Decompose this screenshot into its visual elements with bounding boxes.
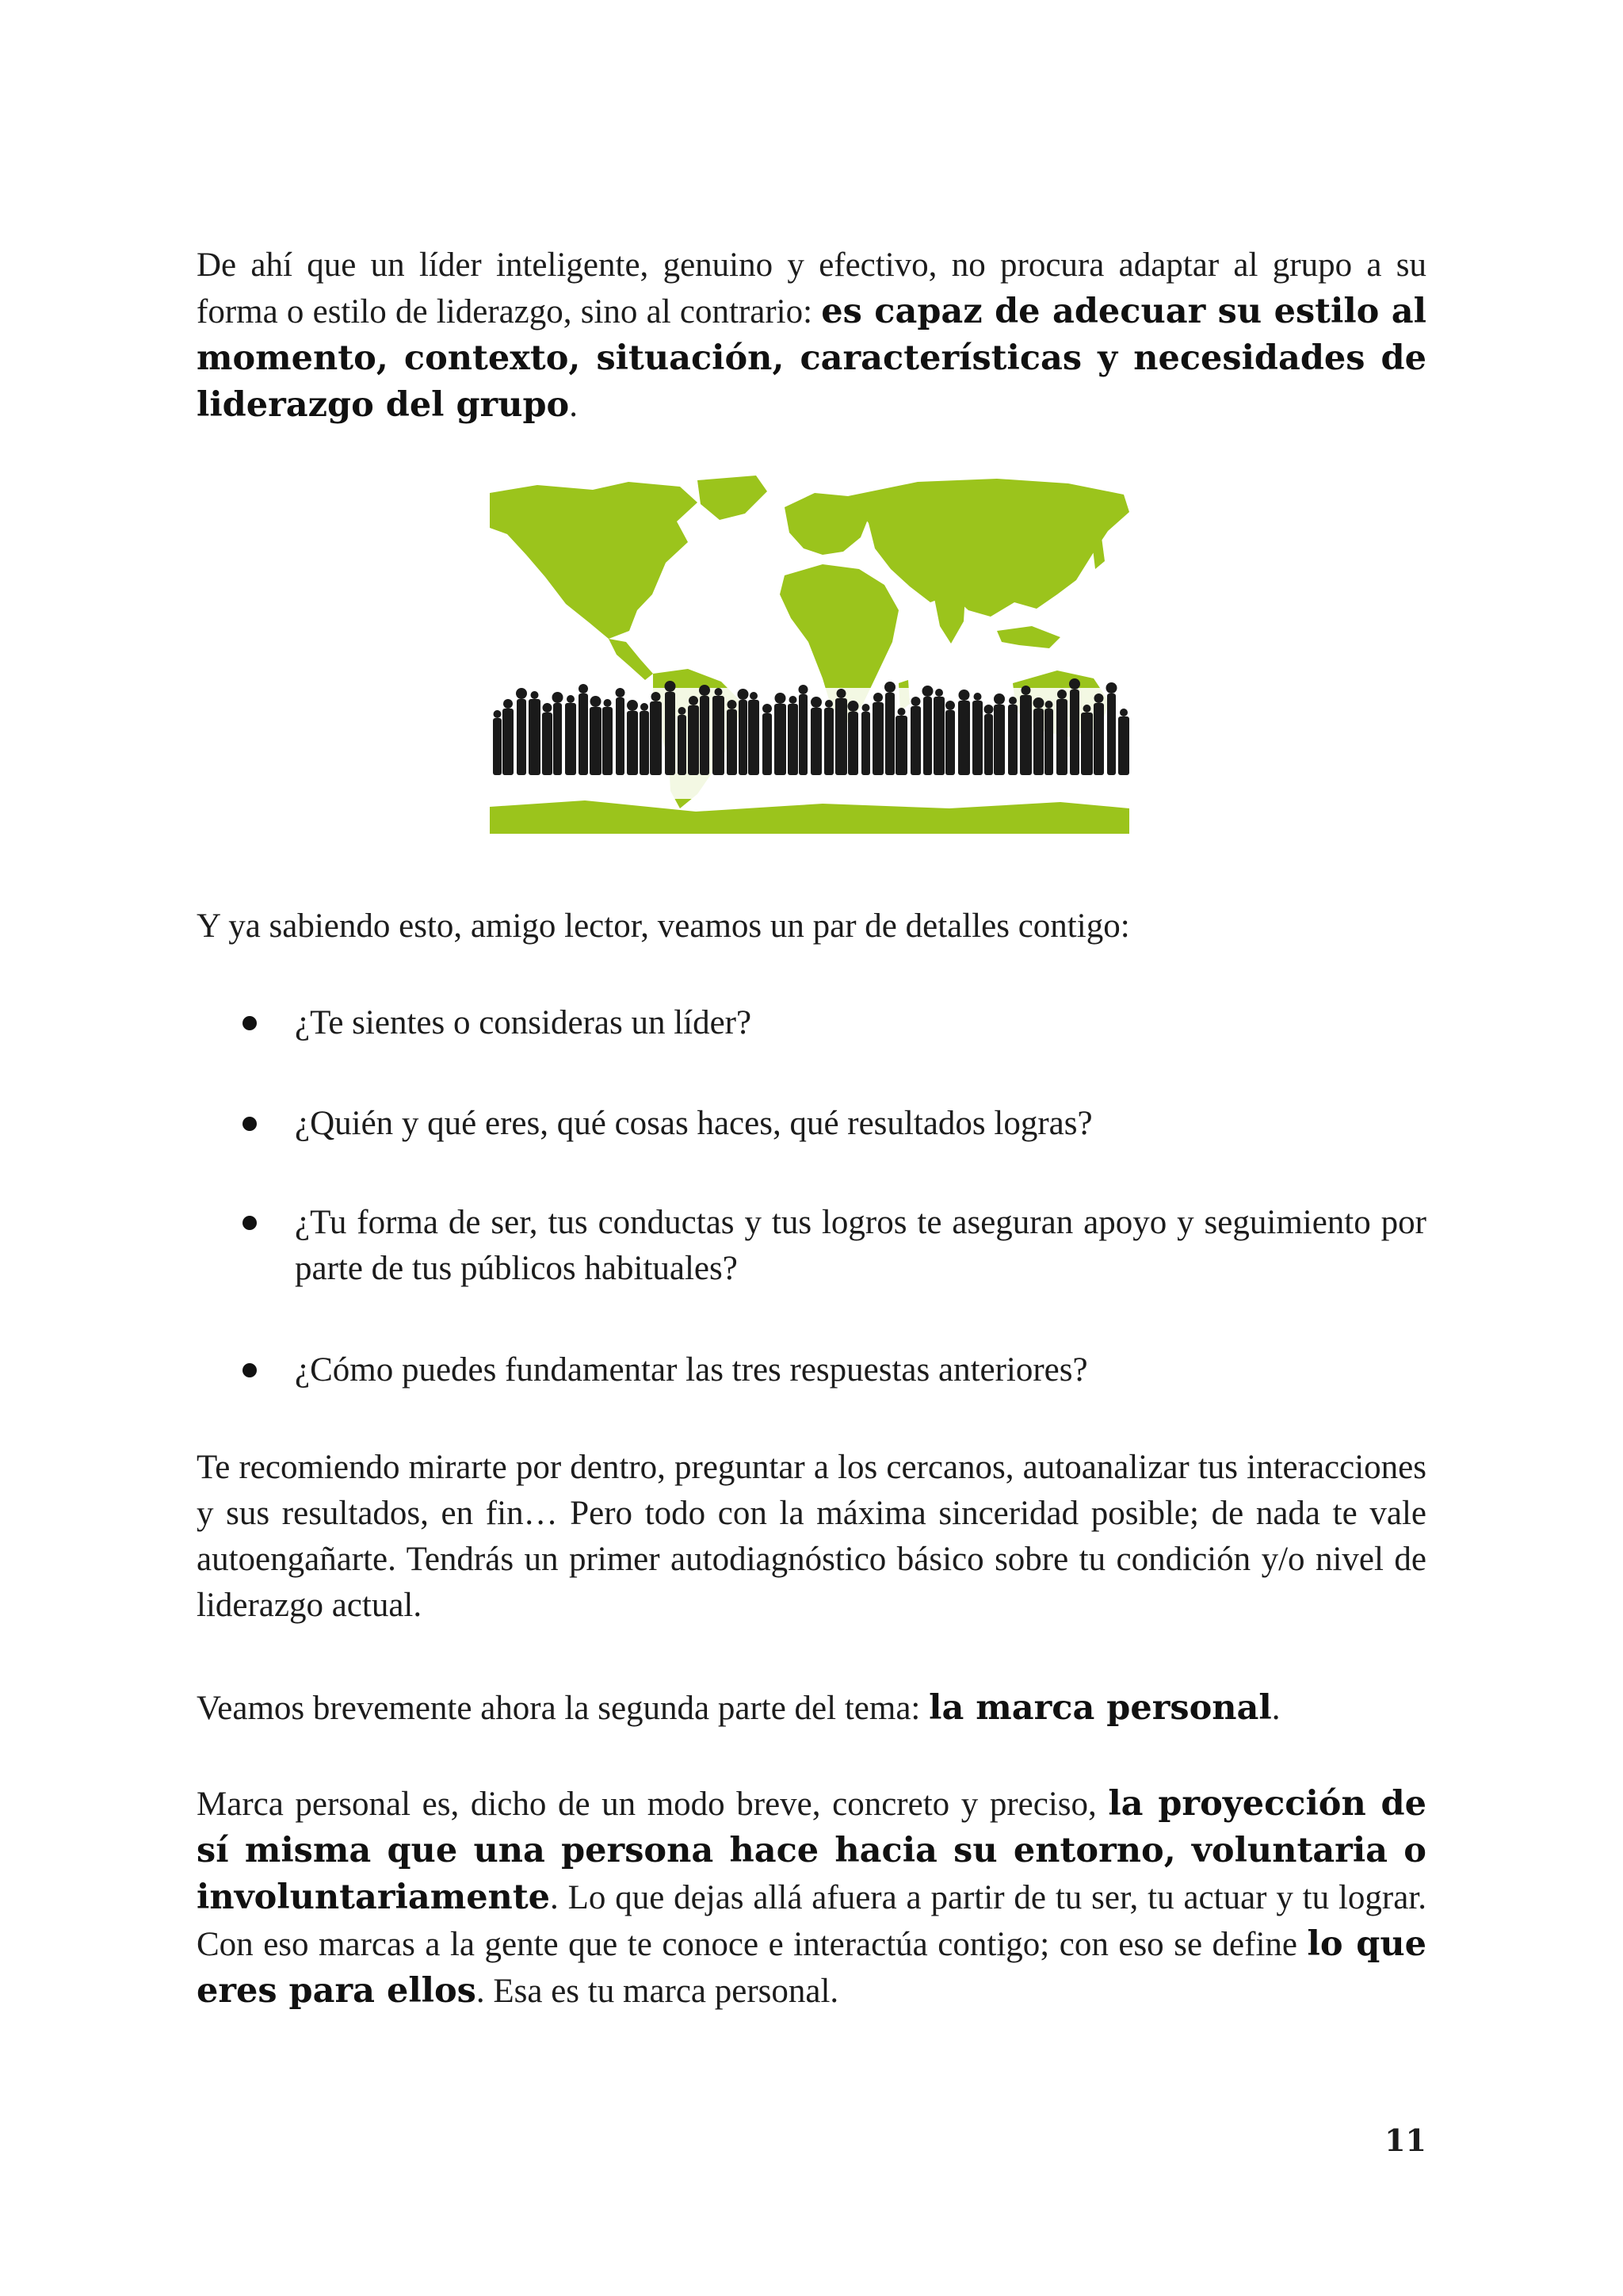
person-body [627,711,638,775]
person-head [715,688,723,696]
person-head [945,701,955,710]
person-body [1118,716,1129,775]
person-head [811,697,822,708]
person-body [1107,693,1116,775]
person-head [651,692,661,701]
paragraph-text: . Lo que dejas allá afuera a partir de tu ser, tu actuar y tu lograr. Con eso marcas a la gente que te conoce e interactúa contigo; con eso se define [197,1879,1426,1963]
bullet-icon [242,1117,257,1131]
person-head [727,700,737,709]
list-item-text: ¿Quién y qué eres, qué cosas haces, qué resultados logras? [295,1105,1093,1142]
person-body [739,700,747,775]
person-body [896,716,907,775]
person-head [825,700,833,708]
person-head [1033,697,1044,709]
person-head [627,700,638,711]
person-head [848,701,859,712]
person-head [762,704,772,713]
person-body [824,708,834,775]
person-head [640,703,648,711]
bullet-icon [242,1016,257,1030]
person-head [775,693,786,704]
person-body [579,693,588,775]
person-head [898,708,906,716]
person-body [788,704,798,775]
paragraph-leader-adapts [197,243,1426,429]
person-body [1008,705,1018,775]
person-head [689,696,698,705]
person-body [678,715,686,775]
paragraph-bold-text: la marca personal [929,1688,1272,1728]
person-body [762,713,772,775]
person-body [712,696,724,775]
person-head [552,692,563,703]
person-body [502,709,514,775]
person-body [799,694,808,775]
person-head [616,688,625,697]
person-body [640,711,649,775]
person-head [1106,682,1117,693]
person-body [727,709,737,775]
paragraph-text: De ahí que un líder inteligente, genuino y efectivo, no procura adaptar al grupo a su forma o estilo de liderazgo, sino al contrario: [197,246,1426,330]
person-head [974,693,982,701]
person-body [835,698,847,775]
person-body [1094,703,1104,775]
bullet-icon [242,1363,257,1377]
person-body [748,700,759,775]
person-body [861,712,870,775]
person-head [750,692,758,700]
person-head [678,707,686,715]
person-body [1070,690,1079,775]
person-body [1081,712,1093,775]
person-body [517,699,526,775]
bullet-icon [242,1216,257,1230]
list-item-text: ¿Cómo puedes fundamentar las tres respuestas anteriores? [295,1351,1088,1389]
person-body [650,701,662,775]
paragraph-intro-questions: Y ya sabiendo esto, amigo lector, veamos un par de detalles contigo: [197,907,1130,945]
person-head [1083,705,1091,712]
list-item-text: ¿Tu forma de ser, tus conductas y tus logros te aseguran apoyo y seguimiento por parte de tus públicos habituales? [295,1204,1426,1287]
paragraph-self-diagnosis: Te recomiendo mirarte por dentro, preguntar a los cercanos, autoanalizar tus interacciones y sus resultados, en fin… Pero todo con la máxima sinceridad posible; de nada te vale autoengañarte. Tendrás un primer autodiagnóstico básico sobre tu condición y/o nivel de liderazgo actual. [197,1449,1426,1624]
person-body [848,712,858,775]
person-body [945,710,955,775]
person-body [911,706,921,775]
person-head [1057,690,1067,699]
paragraph-bold-text: lo que eres para ellos [197,1924,1426,2011]
person-body [774,704,786,775]
person-body [958,701,970,775]
person-head [1094,693,1104,703]
paragraph-text: . [569,387,578,424]
person-body [542,712,552,775]
paragraph-bold-text: la proyección de sí misma que una persona hace hacia su entorno, voluntaria o involuntariamente [197,1784,1426,1917]
person-head [789,696,797,704]
person-body [616,697,624,775]
person-head [873,693,883,702]
page-number: 11 [1384,2122,1426,2158]
list-item-text: ¿Te sientes o consideras un líder? [295,1004,752,1041]
person-body [688,705,699,775]
person-head [738,689,749,700]
world-map-crowd-illustration [490,476,1129,834]
person-head [567,695,575,703]
person-head [984,705,994,714]
person-head [1009,697,1017,705]
person-head [911,697,921,706]
person-body [1020,695,1032,775]
person-body [665,692,675,775]
paragraph-personal-brand-definition [197,1781,1426,2015]
person-body [602,707,613,775]
paragraph-personal-brand-intro [197,1685,1426,1732]
person-head [1120,709,1128,716]
person-body [934,697,945,775]
person-head [531,691,539,699]
paragraph-text: Marca personal es, dicho de un modo breve, concreto y preciso, [197,1786,1109,1823]
person-head [935,689,943,697]
person-body [1044,709,1053,775]
person-head [862,704,870,712]
person-body [984,714,993,775]
person-body [873,702,884,775]
person-body [565,703,576,775]
paragraph-bold-text: es capaz de adecuar su estilo al momento, contexto, situación, características y necesidades de liderazgo del grupo [197,292,1427,425]
person-head [543,703,552,712]
person-head [494,710,502,718]
person-body [590,707,601,775]
person-head [994,693,1005,705]
person-head [516,688,527,699]
person-head [699,685,710,696]
person-body [994,705,1005,775]
paragraph-text: . [1271,1690,1281,1727]
person-head [590,696,601,707]
person-head [665,681,676,692]
person-head [799,685,808,694]
person-body [923,697,932,775]
person-body [1033,709,1044,775]
paragraph-text: . Esa es tu marca personal. [475,1973,839,2010]
person-head [922,686,934,697]
person-head [503,699,513,709]
paragraph-text: Veamos brevemente ahora la segunda parte del tema: [197,1690,930,1727]
person-head [1022,686,1031,695]
person-body [811,708,822,775]
person-body [885,693,895,775]
person-head [604,699,612,707]
person-body [972,701,983,775]
person-head [884,682,896,693]
world-map-crowd-image [490,476,1129,834]
person-body [700,696,709,775]
person-head [837,689,846,698]
person-body [529,699,540,775]
person-body [493,718,502,775]
person-head [579,684,588,693]
person-body [553,703,562,775]
person-head [959,690,970,701]
person-body [1056,699,1067,775]
person-head [1069,678,1080,690]
person-head [1045,701,1053,709]
